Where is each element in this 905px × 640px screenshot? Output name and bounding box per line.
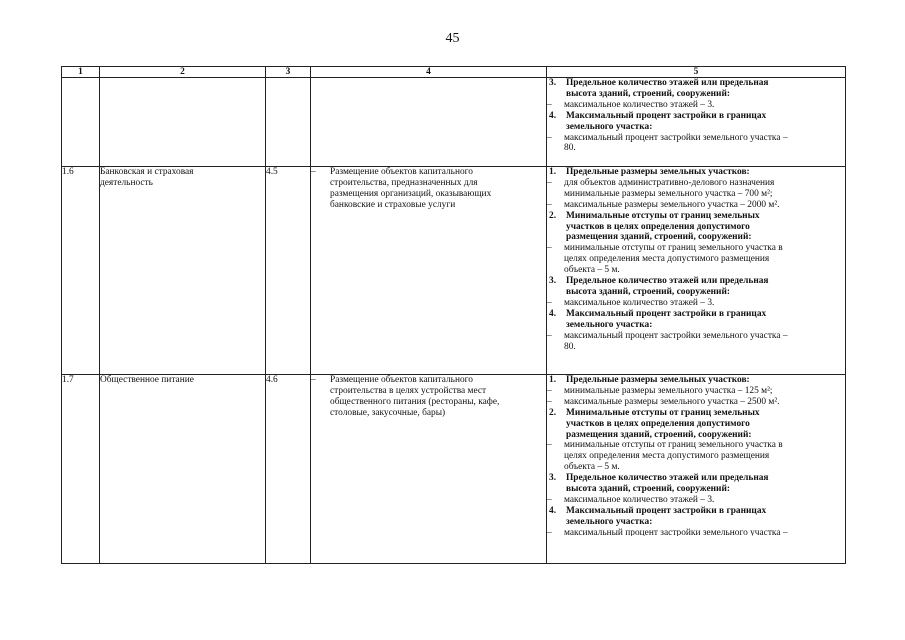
cell-code: 4.6: [266, 375, 311, 564]
cell-parameters: 1. Предельные размеры земельных участков: – минимальные размеры земельного участка – 125 м²; – максимальные размеры земельного участка – 2500 м². 2. Минимальные отступы от границ земельных участков в целях определения допустимого размещения зданий, строений, сооружений: – минимальные отступы от границ земельного участка в целях определения места допустимого размещения объекта – 5 м. 3. Предельное количество этажей или предельная высота зданий, строений, сооружений: – максимальное количество этажей – 3. 4. Максимальный процент застройки в границах земельного участка: – максимальный процент застройки земельного участка –: [547, 375, 846, 564]
table-row-continued: [62, 78, 846, 167]
cell-parameters: 3. Предельное количество этажей или предельная высота зданий, строений, сооружений: – максимальное количество этажей – 3. 4. Максимальный процент застройки в границах земельного участка: – максимальный процент застройки земельного участка – 80.: [547, 78, 846, 167]
param-heading-coverage: 4. Максимальный процент застройки в границах: [549, 308, 767, 319]
column-header-3: 3: [266, 67, 311, 78]
header-row: [62, 67, 846, 78]
param-item: – минимальные размеры земельного участка – 125 м²;: [547, 385, 773, 396]
param-item: – максимальные размеры земельного участка – 2500 м².: [547, 396, 780, 407]
regulations-table: [61, 66, 846, 564]
column-header-2: 2: [100, 67, 266, 78]
param-item: – максимальное количество этажей – 3.: [547, 99, 715, 110]
cell-code: 4.5: [266, 167, 311, 375]
param-heading-setbacks: 2. Минимальные отступы от границ земельных: [549, 210, 760, 221]
param-heading-sizes: 1. Предельные размеры земельных участков:: [549, 375, 750, 385]
param-heading-floors: 3. Предельное количество этажей или предельная: [549, 473, 769, 484]
param-heading-coverage: 4. Максимальный процент застройки в границах: [549, 110, 767, 121]
cell-description: [311, 78, 547, 167]
param-item: – максимальный процент застройки земельного участка –: [547, 330, 788, 341]
param-item: – максимальные размеры земельного участка – 2000 м².: [547, 199, 780, 210]
cell-name: Общественное питание: [100, 375, 266, 564]
cell-number: 1.7: [62, 375, 100, 564]
column-header-1: 1: [62, 67, 100, 78]
cell-description: – Размещение объектов капитального строительства в целях устройства мест общественного питания (рестораны, кафе, столовые, закусочные, бары): [311, 375, 547, 564]
cell-number: [62, 78, 100, 167]
cell-code: [266, 78, 311, 167]
param-item: – максимальный процент застройки земельного участка –: [547, 132, 788, 143]
param-heading-coverage: 4. Максимальный процент застройки в границах: [549, 505, 767, 516]
cell-name: Банковская и страховая деятельность: [100, 167, 266, 375]
param-heading-floors: 3. Предельное количество этажей или предельная: [549, 78, 769, 88]
cell-description: – Размещение объектов капитального строительства, предназначенных для размещения организаций, оказывающих банковские и страховые услуги: [311, 167, 547, 375]
page-number: 45: [445, 31, 460, 46]
cell-parameters: 1. Предельные размеры земельных участков: – для объектов административно-делового назначения минимальные размеры земельного участка – 700 м²; – максимальные размеры земельного участка – 2000 м². 2. Минимальные отступы от границ земельных участков в целях определения допустимого размещения зданий, строений, сооружений: – минимальные отступы от границ земельного участка в целях определения места допустимого размещения объекта – 5 м. 3. Предельное количество этажей или предельная высота зданий, строений, сооружений: – максимальное количество этажей – 3. 4. Максимальный процент застройки в границах земельного участка: – максимальный процент застройки земельного участка – 80.: [547, 167, 846, 375]
param-item: – максимальное количество этажей – 3.: [547, 297, 715, 308]
cell-number: 1.6: [62, 167, 100, 375]
param-heading-sizes: 1. Предельные размеры земельных участков:: [549, 167, 750, 177]
param-heading-floors: 3. Предельное количество этажей или предельная: [549, 276, 769, 287]
param-item: – для объектов административно-делового назначения: [547, 177, 775, 188]
table-row: [62, 167, 846, 375]
param-item: – минимальные отступы от границ земельного участка в: [547, 440, 783, 451]
column-header-4: 4: [311, 67, 547, 78]
table-row: [62, 375, 846, 564]
param-item: – максимальный процент застройки земельного участка –: [547, 527, 788, 536]
param-item: – максимальное количество этажей – 3.: [547, 494, 715, 505]
cell-name: [100, 78, 266, 167]
param-heading-setbacks: 2. Минимальные отступы от границ земельных: [549, 407, 760, 418]
column-header-5: 5: [547, 67, 846, 78]
param-item: – минимальные отступы от границ земельного участка в: [547, 243, 783, 254]
